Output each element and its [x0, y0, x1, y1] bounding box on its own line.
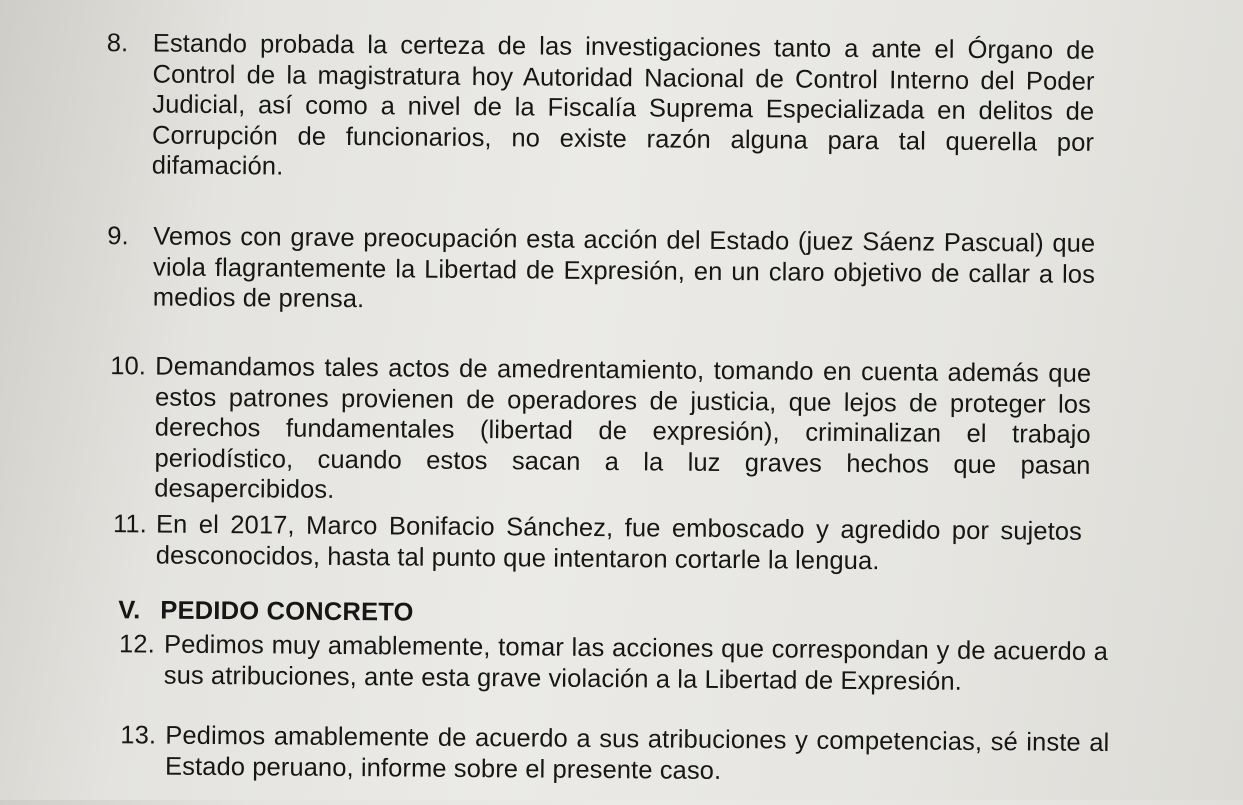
section-title: PEDIDO CONCRETO [160, 596, 414, 627]
list-item-number: 8. [106, 29, 129, 58]
list-item-12 [118, 630, 1109, 698]
list-item-number: 13. [120, 721, 157, 750]
list-item-number: 11. [112, 510, 147, 539]
section-number: V. [118, 596, 141, 625]
list-item-13 [120, 721, 1110, 789]
list-item-number: 9. [107, 222, 129, 251]
list-item-text: Pedimos muy amablemente, tomar las acciones que correspondan y de acuerdo a sus atribuciones, ante esta grave violación a la Libertad de Expresión. [163, 630, 1109, 696]
list-item-text: Demandamos tales actos de amedrentamiento, tomando en cuenta además que estos patrones provienen de operadores de justicia, que lejos de proteger los derechos fundamentales (libertad de expresión), criminalizan el trabajo periodístico, cuando estos sacan a la luz graves hechos que pasan desapercibidos. [154, 352, 1092, 504]
list-item-number: 12. [118, 630, 155, 659]
list-item-text: Pedimos amablemente de acuerdo a sus atribuciones y competencias, sé inste al Estado peruano, informe sobre el presente caso. [165, 721, 1110, 785]
section-heading [118, 596, 414, 627]
list-item-11 [112, 510, 1083, 578]
list-item-text: En el 2017, Marco Bonifacio Sánchez, fue emboscado y agredido por sujetos desconocidos, hasta tal punto que intentaron cortarle la lengua. [155, 510, 1083, 575]
list-item-text: Vemos con grave preocupación esta acción del Estado (juez Sáenz Pascual) que viola flagrantemente la Libertad de Expresión, en un claro objetivo de callar a los medios de prensa. [152, 222, 1096, 314]
list-item-8 [106, 28, 1095, 188]
list-item-9 [107, 221, 1096, 320]
list-item-10 [110, 352, 1092, 512]
list-item-text: Estando probada la certeza de las investigaciones tanto a ante el Órgano de Control de la magistratura hoy Autoridad Nacional de Control Interno del Poder Judicial, así como a nivel de la Fiscalía Suprema Especializada en delitos de Corrupción de funcionarios, no existe razón alguna para tal querella por difamación. [151, 29, 1095, 181]
list-item-number: 10. [110, 352, 147, 381]
